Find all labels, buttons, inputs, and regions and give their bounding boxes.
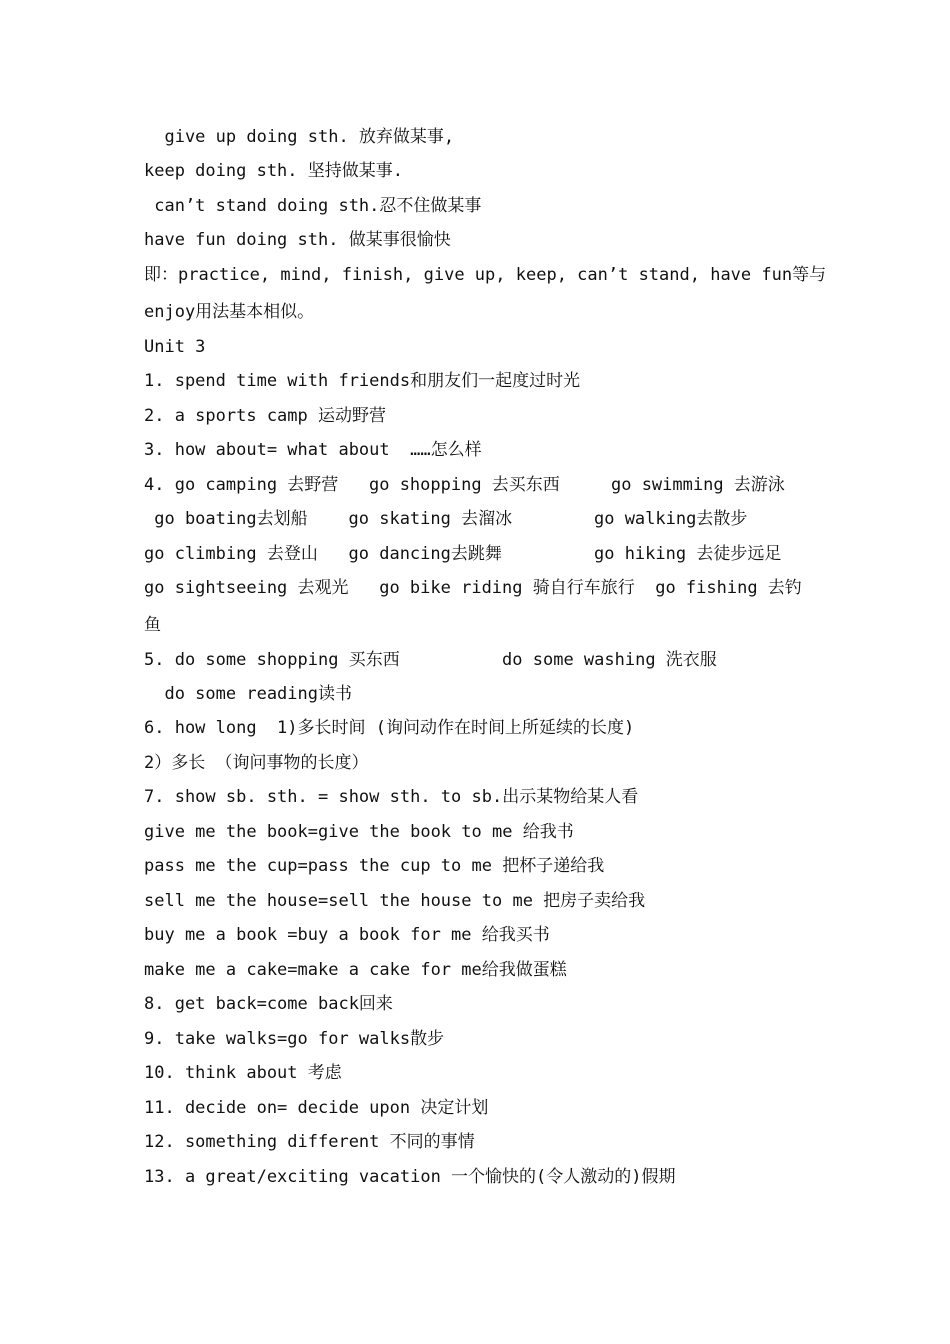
text-line: give up doing sth. 放弃做某事, [144, 127, 455, 147]
list-item: 11. decide on= decide upon 决定计划 [144, 1098, 489, 1118]
text-line: make me a cake=make a cake for me给我做蛋糕 [144, 960, 567, 980]
text-line: 2）多长 （询问事物的长度） [144, 753, 369, 773]
list-item: 2. a sports camp 运动野营 [144, 406, 386, 426]
text-line: go sightseeing 去观光 go bike riding 骑自行车旅行 go fishing 去钓 [144, 578, 802, 598]
section-heading: Unit 3 [144, 337, 206, 357]
text-line: go climbing 去登山 go dancing去跳舞 go hiking 去徒步远足 [144, 544, 782, 564]
text-line: enjoy用法基本相似。 [144, 302, 315, 322]
text-line: give me the book=give the book to me 给我书 [144, 822, 574, 842]
text-line: 鱼 [144, 615, 161, 635]
text-line: have fun doing sth. 做某事很愉快 [144, 230, 451, 250]
list-item: 1. spend time with friends和朋友们一起度过时光 [144, 371, 581, 391]
list-item: 5. do some shopping 买东西 do some washing 洗衣服 [144, 650, 717, 670]
text-line: do some reading读书 [144, 684, 352, 704]
list-item: 13. a great/exciting vacation 一个愉快的(令人激动的)假期 [144, 1167, 676, 1187]
list-item: 6. how long 1)多长时间 (询问动作在时间上所延续的长度) [144, 718, 635, 738]
text-line: 即：practice, mind, finish, give up, keep, can’t stand, have fun等与 [144, 265, 827, 285]
list-item: 7. show sb. sth. = show sth. to sb.出示某物给某人看 [144, 787, 639, 807]
text-line: keep doing sth. 坚持做某事. [144, 161, 403, 181]
list-item: 4. go camping 去野营 go shopping 去买东西 go swimming 去游泳 [144, 475, 785, 495]
text-line: sell me the house=sell the house to me 把房子卖给我 [144, 891, 646, 911]
list-item: 10. think about 考虑 [144, 1063, 342, 1083]
list-item: 8. get back=come back回来 [144, 994, 393, 1014]
text-line: can’t stand doing sth.忍不住做某事 [144, 196, 482, 216]
text-line: pass me the cup=pass the cup to me 把杯子递给我 [144, 856, 605, 876]
list-item: 12. something different 不同的事情 [144, 1132, 475, 1152]
text-line: go boating去划船 go skating 去溜冰 go walking去散步 [144, 509, 748, 529]
list-item: 3. how about= what about ……怎么样 [144, 440, 482, 460]
text-line: buy me a book =buy a book for me 给我买书 [144, 925, 550, 945]
list-item: 9. take walks=go for walks散步 [144, 1029, 445, 1049]
